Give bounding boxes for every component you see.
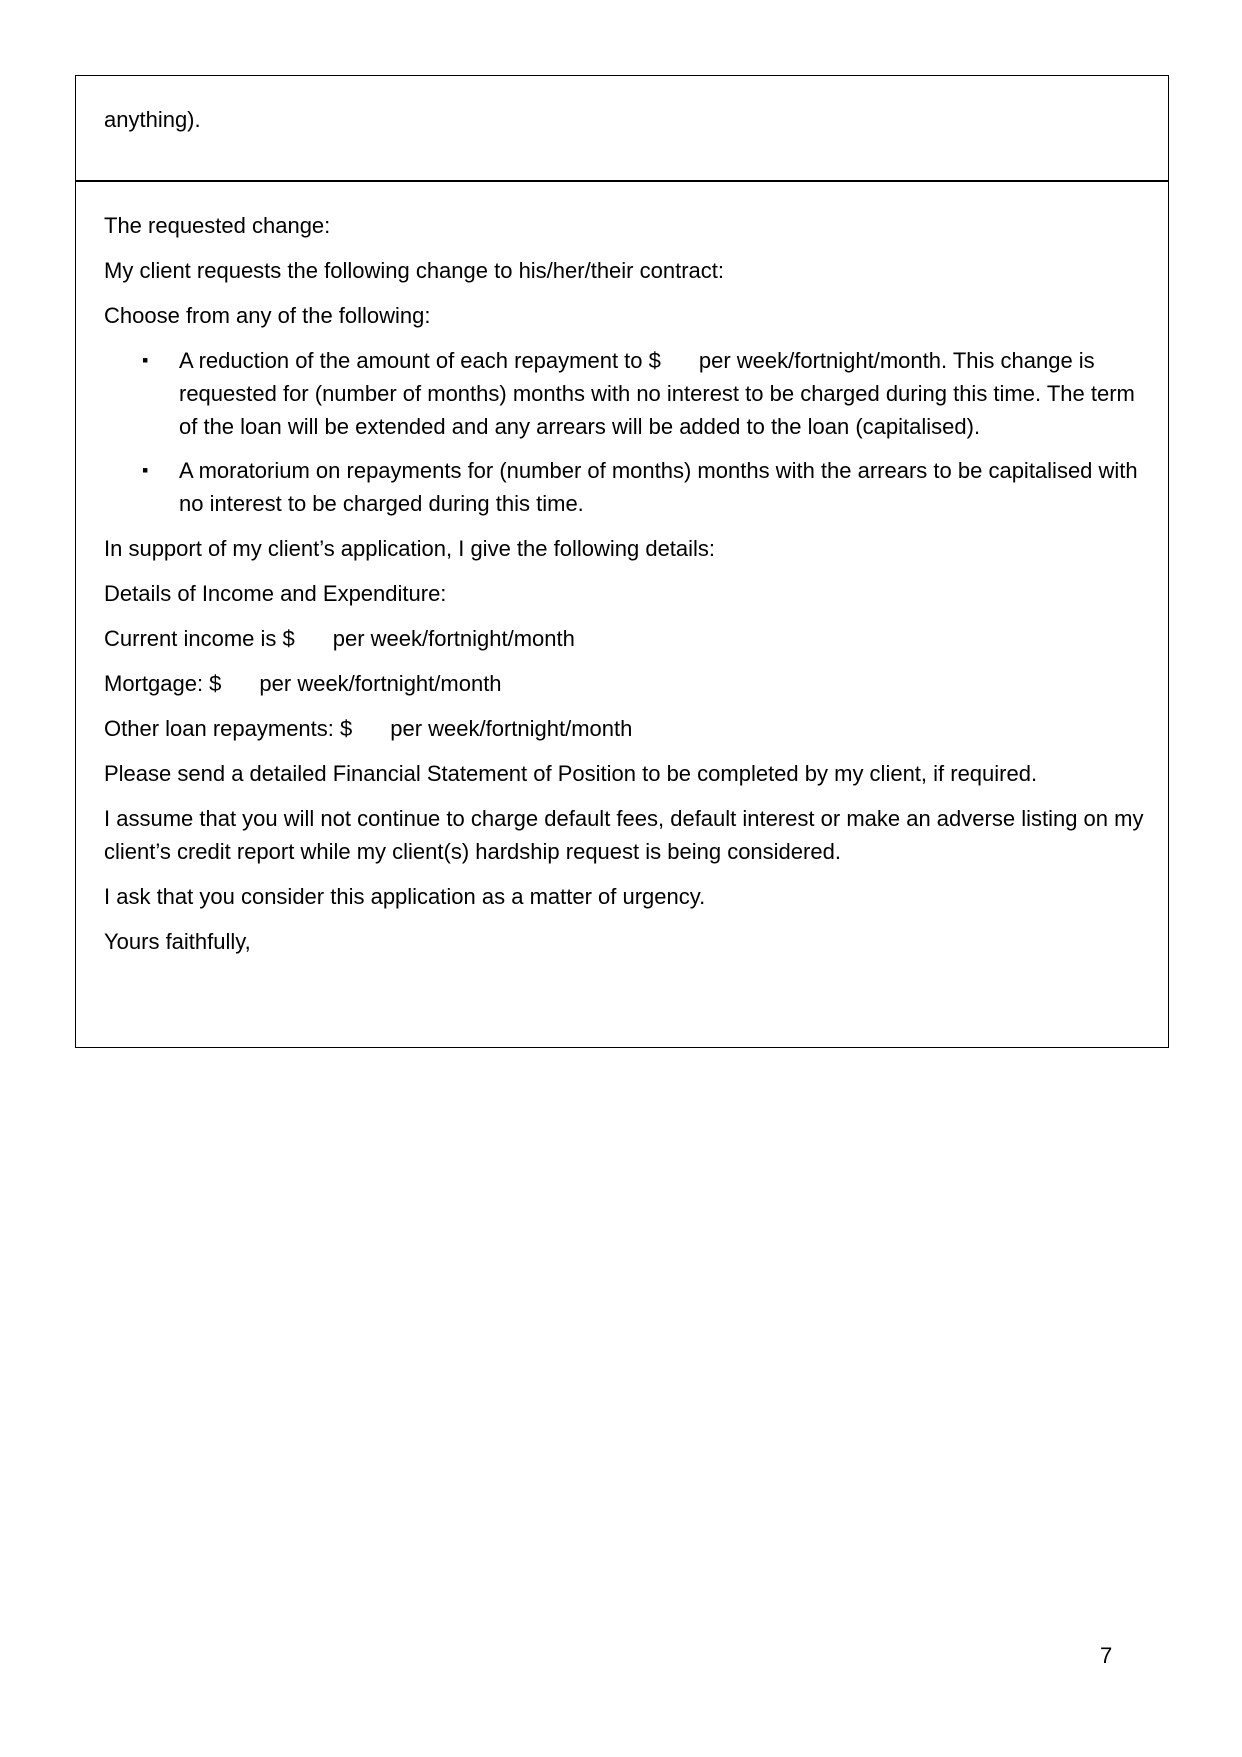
bullet-marker: ▪	[142, 350, 149, 370]
mortgage-label: Mortgage: $	[104, 671, 222, 696]
current-income-line	[104, 622, 575, 655]
option-reduction	[179, 344, 1139, 443]
other-loans-suffix: per week/fortnight/month	[390, 716, 633, 741]
other-loans-label: Other loan repayments: $	[104, 716, 353, 741]
choose-intro: Choose from any of the following:	[104, 303, 431, 328]
continued-text: anything).	[104, 107, 201, 132]
option-reduction-part1: A reduction of the amount of each repayment to $	[179, 348, 661, 373]
bullet-marker: ▪	[142, 460, 149, 480]
mortgage-line	[104, 667, 502, 700]
other-loans-line	[104, 712, 632, 745]
support-intro: In support of my client’s application, I give the following details:	[104, 536, 716, 561]
top-text-box	[75, 75, 1169, 182]
statement-request: Please send a detailed Financial Statement of Position to be completed by my client, if required.	[104, 761, 1038, 786]
income-heading: Details of Income and Expenditure:	[104, 581, 447, 606]
option-reduction-part2: per week/fortnight/month. This change is requested for (number of months) months with no interest to be charged during this time. The term of the loan will be extended and any arrears will be added to the loan (capitalised).	[179, 348, 1135, 439]
current-income-label: Current income is $	[104, 626, 295, 651]
requested-change-heading: The requested change:	[104, 213, 331, 238]
assumption-paragraph: I assume that you will not continue to charge default fees, default interest or make an adverse listing on my client’s credit report while my client(s) hardship request is being considered.	[104, 806, 1144, 864]
client-request-intro: My client requests the following change to his/her/their contract:	[104, 258, 724, 283]
mortgage-suffix: per week/fortnight/month	[259, 671, 502, 696]
option-moratorium: A moratorium on repayments for (number of months) months with the arrears to be capitalised with no interest to be charged during this time.	[179, 458, 1138, 516]
page-number: 7	[1100, 1643, 1113, 1668]
current-income-suffix: per week/fortnight/month	[332, 626, 575, 651]
sign-off: Yours faithfully,	[104, 929, 251, 954]
urgency-line: I ask that you consider this application as a matter of urgency.	[104, 884, 706, 909]
